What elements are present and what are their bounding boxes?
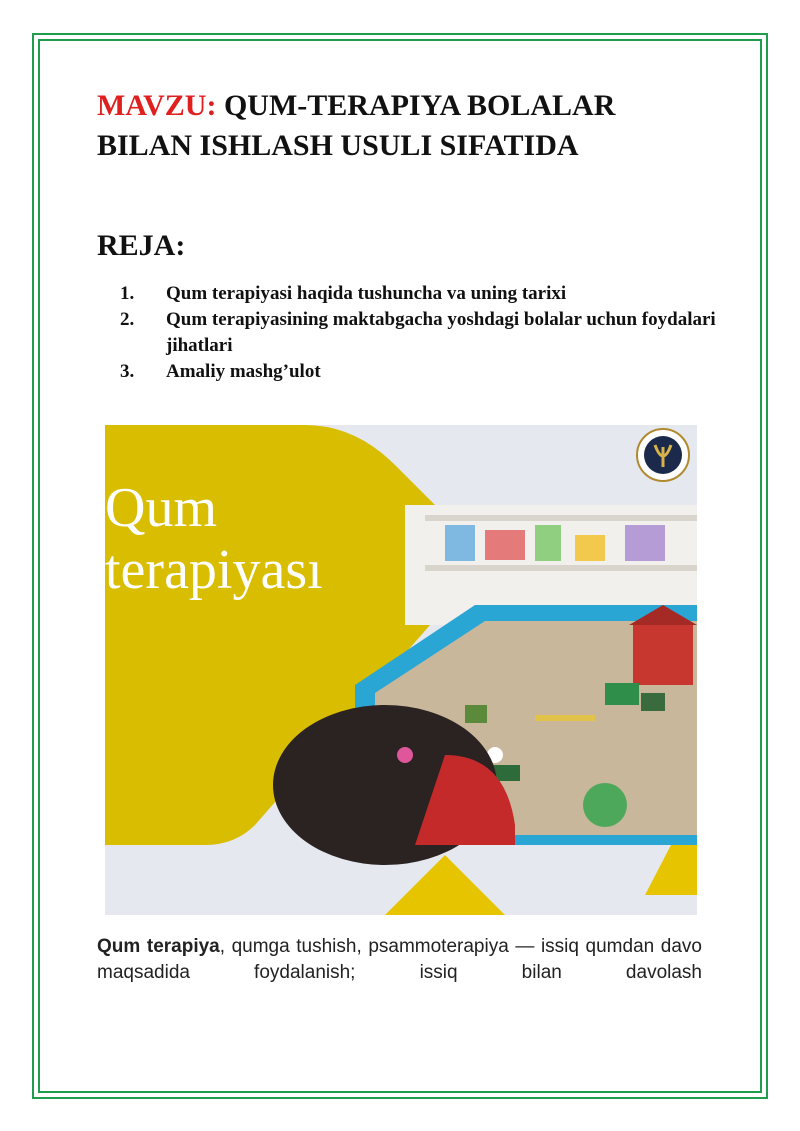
plan-item-number: 2. xyxy=(120,309,135,330)
plan-list xyxy=(120,281,720,385)
plan-item xyxy=(120,307,720,359)
image-title: Qum terapiyası xyxy=(105,477,323,601)
title-label: MAVZU: xyxy=(97,89,217,122)
plan-item-text: Amaliy mashg’ulot xyxy=(166,361,321,382)
university-emblem-icon xyxy=(635,427,691,483)
paragraph-bold-term: Qum terapiya xyxy=(97,936,220,957)
sand-therapy-image xyxy=(105,425,697,915)
plan-item-number: 1. xyxy=(120,283,135,304)
plan-item xyxy=(120,359,720,385)
document-title xyxy=(97,86,717,166)
body-paragraph xyxy=(97,934,702,986)
plan-item-text: Qum terapiyasi haqida tushuncha va uning tarixi xyxy=(166,283,567,304)
plan-item xyxy=(120,281,720,307)
title-text: QUM-TERAPIYA BOLALAR BILAN ISHLASH USULI SIFATIDA xyxy=(97,89,616,162)
plan-heading: REJA: xyxy=(97,229,186,262)
plan-item-text: Qum terapiyasining maktabgacha yoshdagi bolalar uchun foydalari jihatlari xyxy=(166,309,716,356)
plan-item-number: 3. xyxy=(120,361,135,382)
paragraph-text: , qumga tushish, psammoterapiya — issiq qumdan davo maqsadida foydalanish; issiq bilan davolash xyxy=(97,936,702,983)
